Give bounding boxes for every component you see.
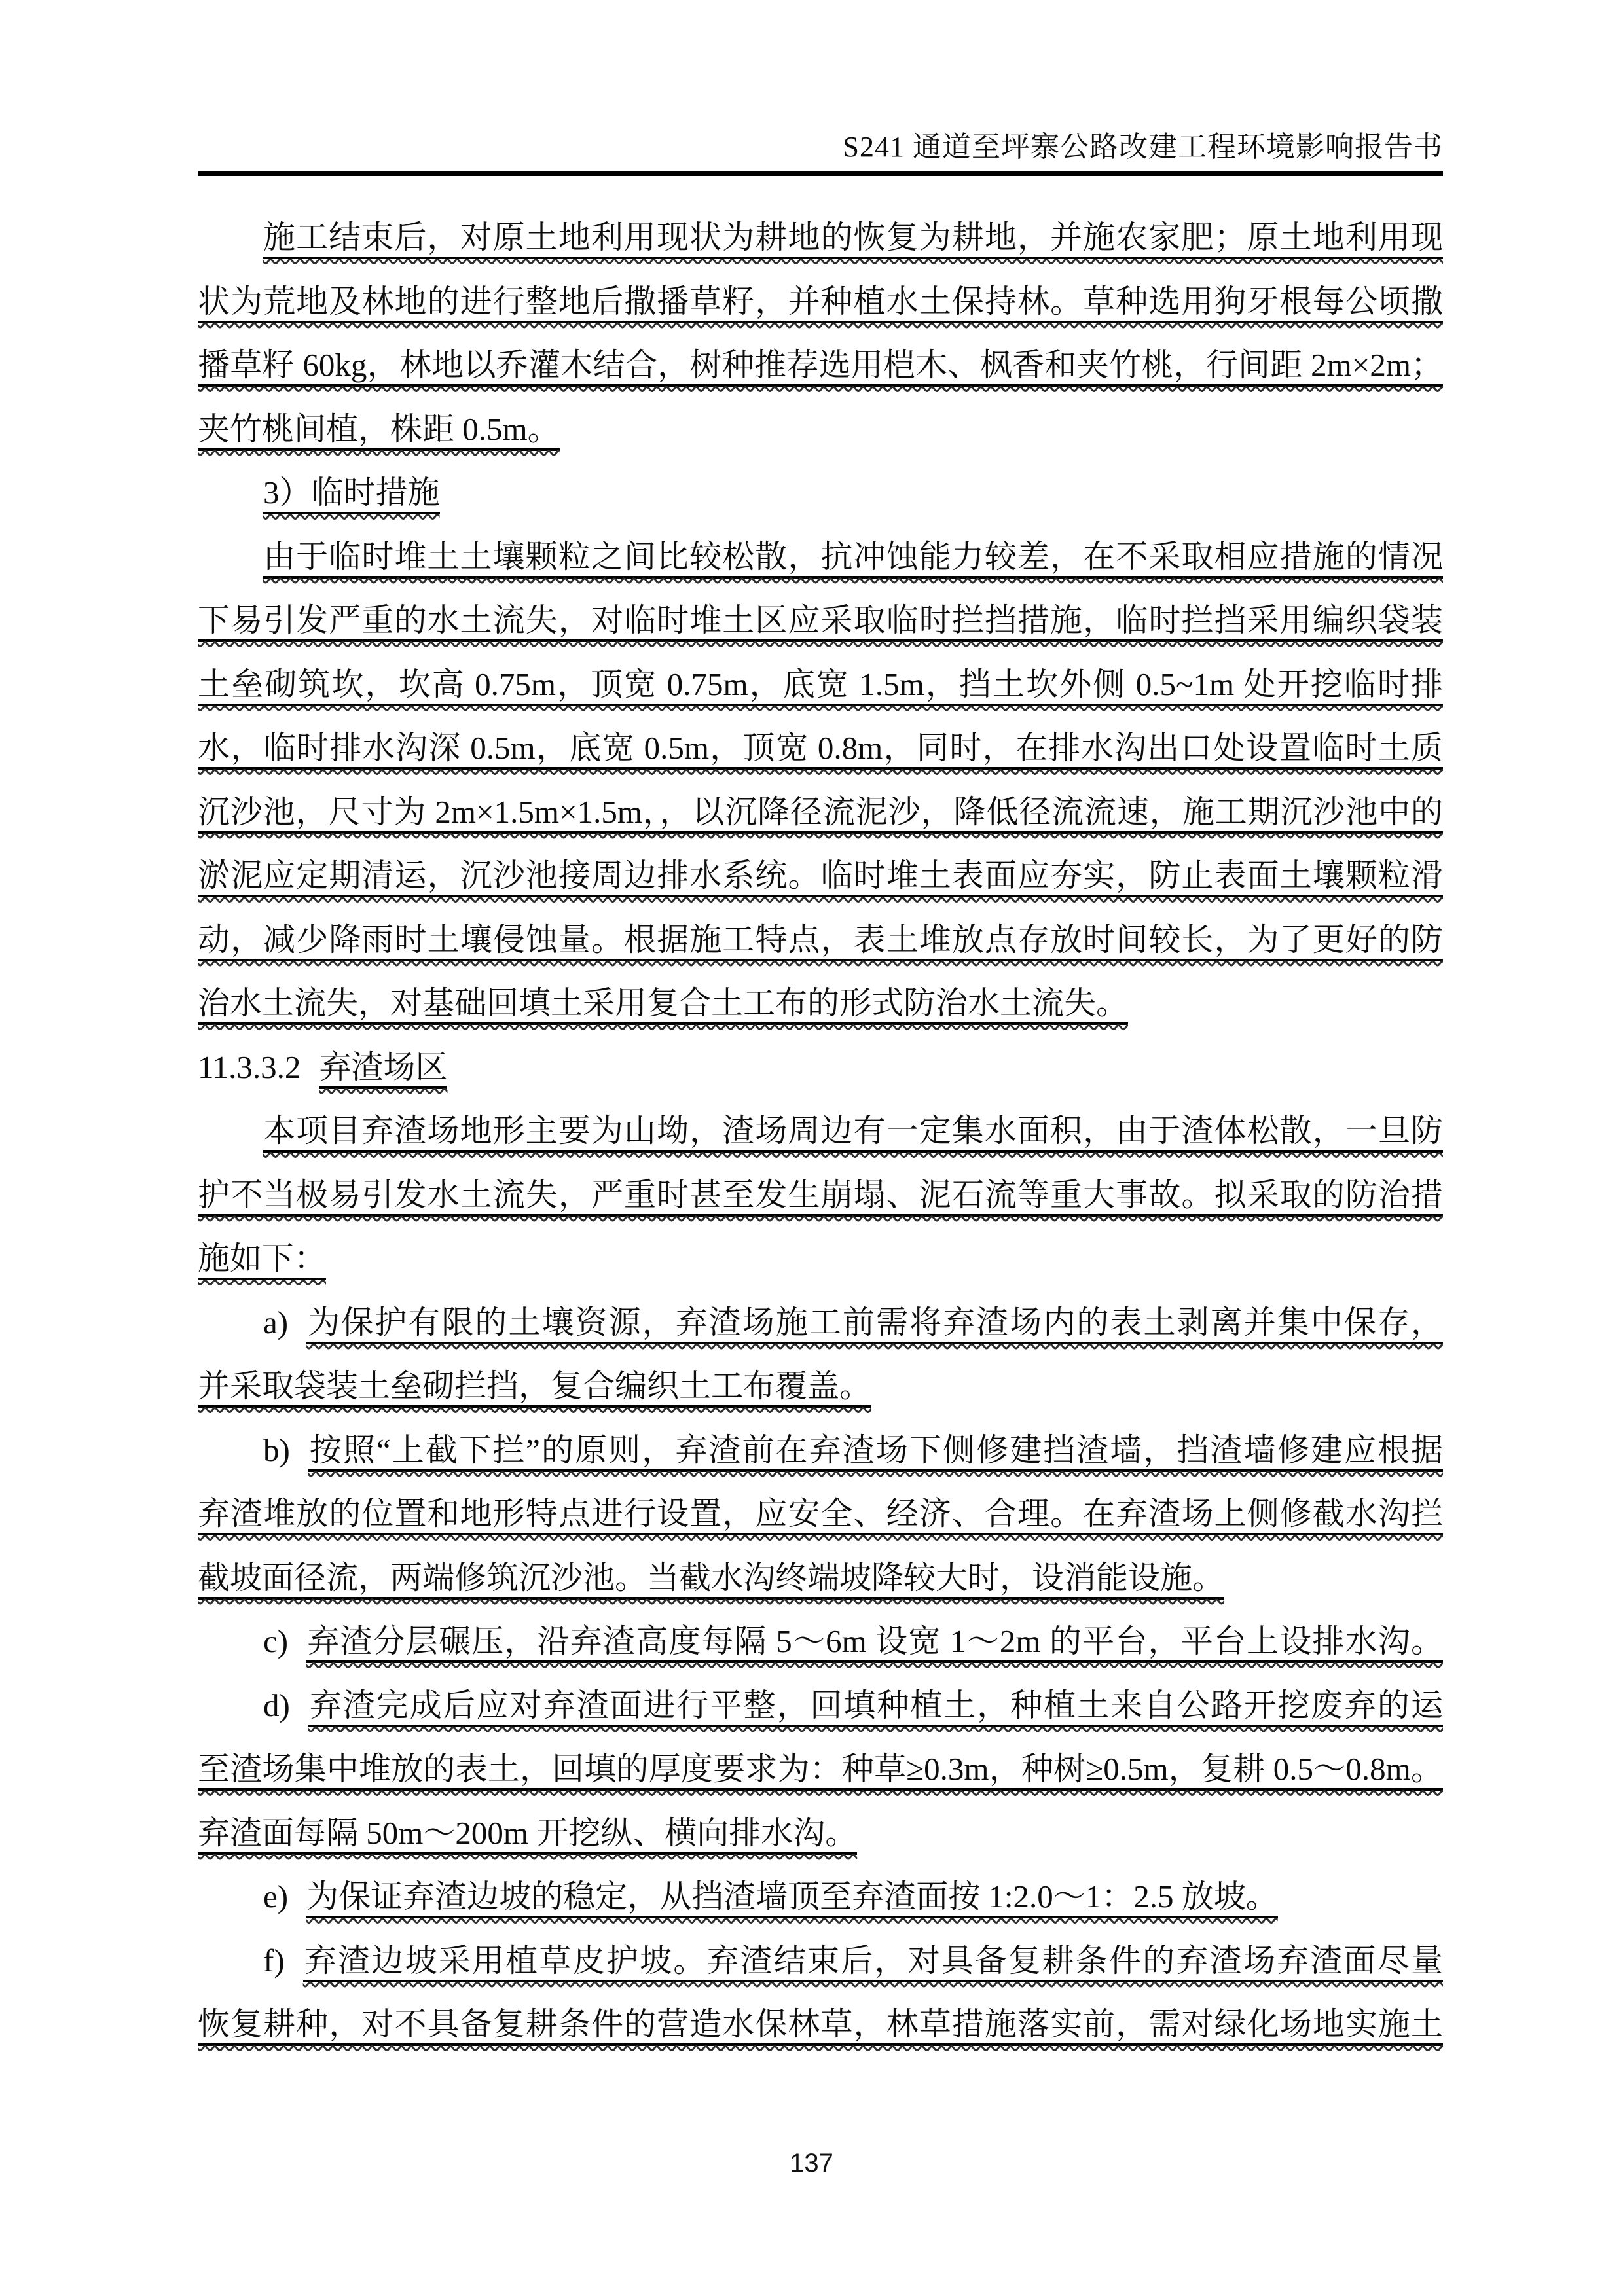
- line-text: 本项目弃渣场地形主要为山坳，渣场周边有一定集水面积，由于渣体松散，一旦防: [263, 1113, 1443, 1153]
- line-text: 3）临时措施: [263, 475, 440, 514]
- line-prefix: 11.3.3.2: [198, 1049, 301, 1085]
- text-line: [198, 1035, 1443, 1100]
- text-line: [198, 1801, 1443, 1865]
- text-line: [198, 206, 1443, 270]
- line-text: 施如下：: [198, 1240, 326, 1280]
- header-rule: [198, 171, 1443, 176]
- line-prefix: b): [263, 1431, 290, 1468]
- line-text: 治水土流失，对基础回填土采用复合土工布的形式防治水土流失。: [198, 985, 1128, 1025]
- line-text: 为保证弃渣边坡的稳定，从挡渣墙顶至弃渣面按 1:2.0～1：2.5 放坡。: [306, 1878, 1278, 1918]
- text-line: [198, 1992, 1443, 2056]
- line-text: 为保护有限的土壤资源，弃渣场施工前需将弃渣场内的表土剥离并集中保存，: [306, 1304, 1443, 1344]
- line-text: 播草籽 60kg，林地以乔灌木结合，树种推荐选用桤木、枫香和夹竹桃，行间距 2m×2m；: [198, 347, 1443, 387]
- text-line: [198, 270, 1443, 334]
- document-body: [198, 206, 1443, 2056]
- line-prefix: a): [263, 1304, 289, 1340]
- line-text: 施工结束后，对原土地利用现状为耕地的恢复为耕地，并施农家肥；原土地利用现: [263, 219, 1443, 259]
- text-line: [198, 1609, 1443, 1674]
- line-prefix: c): [263, 1623, 289, 1659]
- text-line: [198, 525, 1443, 589]
- text-line: [198, 653, 1443, 717]
- line-text: 土垒砌筑坎，坎高 0.75m，顶宽 0.75m，底宽 1.5m，挡土坎外侧 0.5~1m 处开挖临时排: [198, 666, 1443, 706]
- line-text: 弃渣完成后应对弃渣面进行平整，回填种植土，种植土来自公路开挖废弃的运: [308, 1687, 1443, 1727]
- text-line: [198, 1163, 1443, 1227]
- text-line: [198, 971, 1443, 1035]
- text-line: [198, 844, 1443, 908]
- line-text: 水，临时排水沟深 0.5m，底宽 0.5m，顶宽 0.8m，同时，在排水沟出口处设置临时土质: [198, 730, 1443, 770]
- line-text: 弃渣分层碾压，沿弃渣高度每隔 5～6m 设宽 1～2m 的平台，平台上设排水沟。: [306, 1623, 1443, 1663]
- text-line: [198, 1865, 1443, 1929]
- line-text: 下易引发严重的水土流失，对临时堆土区应采取临时拦挡措施，临时拦挡采用编织袋装: [198, 602, 1443, 642]
- line-prefix: d): [263, 1687, 290, 1723]
- line-text: 护不当极易引发水土流失，严重时甚至发生崩塌、泥石流等重大事故。拟采取的防治措: [198, 1177, 1443, 1217]
- text-line: [198, 1227, 1443, 1291]
- text-line: [198, 461, 1443, 525]
- line-prefix: e): [263, 1878, 289, 1914]
- text-line: [198, 1482, 1443, 1546]
- line-text: 动，减少降雨时土壤侵蚀量。根据施工特点，表土堆放点存放时间较长，为了更好的防: [198, 922, 1443, 961]
- line-text: 弃渣场区: [319, 1049, 447, 1089]
- text-line: [198, 1929, 1443, 1993]
- line-text: 截坡面径流，两端修筑沉沙池。当截水沟终端坡降较大时，设消能设施。: [198, 1560, 1224, 1600]
- line-prefix: f): [263, 1942, 285, 1979]
- text-line: [198, 908, 1443, 972]
- line-text: 恢复耕种，对不具备复耕条件的营造水保林草，林草措施落实前，需对绿化场地实施土: [198, 2006, 1443, 2046]
- page-number: 137: [790, 2149, 833, 2178]
- text-line: [198, 1674, 1443, 1738]
- line-text: 淤泥应定期清运，沉沙池接周边排水系统。临时堆土表面应夯实，防止表面土壤颗粒滑: [198, 857, 1443, 897]
- line-text: 至渣场集中堆放的表土，回填的厚度要求为：种草≥0.3m，种树≥0.5m，复耕 0.5～0.8m。: [198, 1751, 1443, 1791]
- line-text: 按照“上截下拦”的原则，弃渣前在弃渣场下侧修建挡渣墙，挡渣墙修建应根据: [308, 1432, 1443, 1472]
- text-line: [198, 716, 1443, 780]
- text-line: [198, 588, 1443, 653]
- text-line: [198, 333, 1443, 397]
- line-text: 状为荒地及林地的进行整地后撒播草籽，并种植水土保持林。草种选用狗牙根每公顷撒: [198, 283, 1443, 323]
- text-line: [198, 1737, 1443, 1801]
- line-text: 由于临时堆土土壤颗粒之间比较松散，抗冲蚀能力较差，在不采取相应措施的情况: [263, 539, 1443, 579]
- line-text: 弃渣堆放的位置和地形特点进行设置，应安全、经济、合理。在弃渣场上侧修截水沟拦: [198, 1496, 1443, 1535]
- text-line: [198, 780, 1443, 844]
- line-text: 并采取袋装土垒砌拦挡，复合编织土工布覆盖。: [198, 1368, 871, 1408]
- text-line: [198, 1099, 1443, 1163]
- text-line: [198, 397, 1443, 461]
- text-line: [198, 1546, 1443, 1610]
- line-text: 弃渣边坡采用植草皮护坡。弃渣结束后，对具备复耕条件的弃渣场弃渣面尽量: [303, 1943, 1443, 1982]
- line-text: 夹竹桃间植，株距 0.5m。: [198, 411, 560, 451]
- line-text: 弃渣面每隔 50m～200m 开挖纵、横向排水沟。: [198, 1815, 857, 1855]
- text-line: [198, 1354, 1443, 1418]
- text-line: [198, 1418, 1443, 1482]
- header-title: S241 通道至坪寨公路改建工程环境影响报告书: [843, 131, 1443, 163]
- line-text: 沉沙池，尺寸为 2m×1.5m×1.5m，，以沉降径流泥沙，降低径流流速，施工期沉沙池中的: [198, 794, 1443, 834]
- text-line: [198, 1291, 1443, 1355]
